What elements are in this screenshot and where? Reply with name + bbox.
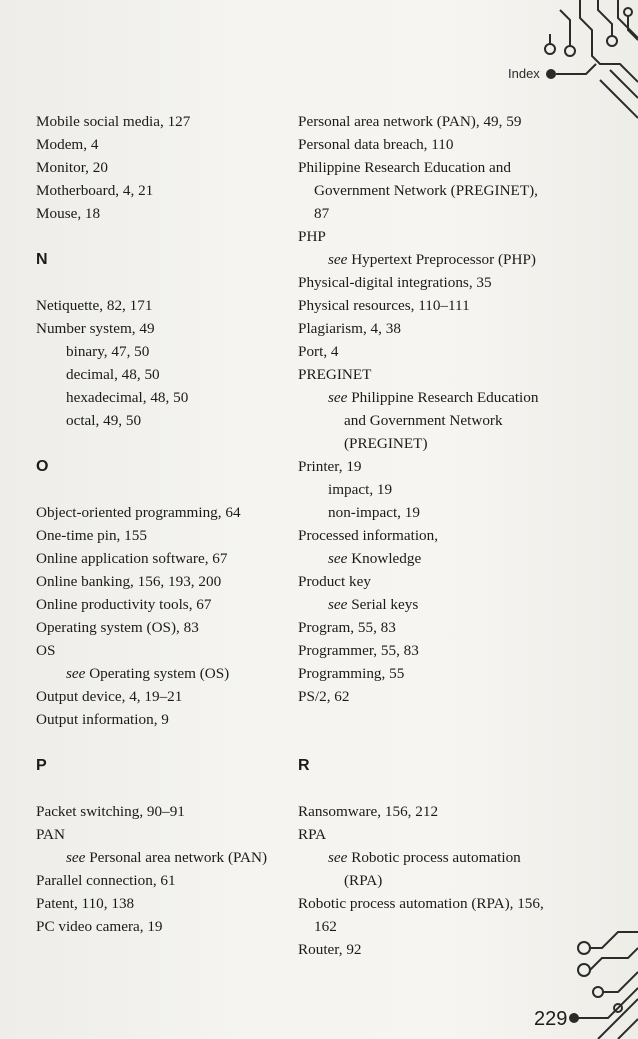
index-entry: One-time pin, 155 (36, 527, 147, 544)
cross-reference (298, 846, 548, 892)
see-label: see (328, 550, 348, 567)
spacer (298, 777, 548, 800)
index-entry: Physical-digital integrations, 35 (298, 274, 492, 291)
index-entry: Monitor, 20 (36, 159, 108, 176)
index-entry: PS/2, 62 (298, 688, 350, 705)
index-entry: Processed information, (298, 527, 439, 544)
spacer (298, 731, 548, 754)
index-entry: PAN (36, 826, 65, 843)
see-label: see (328, 596, 348, 613)
page-number: 229 (534, 1008, 568, 1030)
cross-reference-target: Philippine Research Education and Government Network (PREGINET) (344, 389, 539, 452)
index-entry: Operating system (OS), 83 (36, 619, 199, 636)
index-subentry: decimal, 48, 50 (66, 366, 160, 383)
spacer (298, 708, 548, 731)
section-letter: O (36, 458, 49, 475)
index-entry: Product key (298, 573, 371, 590)
cross-reference-target: Robotic process automation (RPA) (344, 849, 521, 889)
index-entry: Programmer, 55, 83 (298, 642, 419, 659)
index-entry: Patent, 110, 138 (36, 895, 135, 912)
index-entry: Ransomware, 156, 212 (298, 803, 439, 820)
see-label: see (66, 849, 86, 866)
index-subentry: binary, 47, 50 (66, 343, 150, 360)
spacer (36, 777, 286, 800)
index-entry: Printer, 19 (298, 458, 362, 475)
index-entry: Packet switching, 90–91 (36, 803, 185, 820)
index-subentry: non-impact, 19 (328, 504, 420, 521)
index-entry: Output information, 9 (36, 711, 169, 728)
cross-reference (298, 547, 548, 570)
index-entry: Object-oriented programming, 64 (36, 504, 241, 521)
index-entry: Physical resources, 110–111 (298, 297, 470, 314)
index-subentry: octal, 49, 50 (66, 412, 142, 429)
index-entry: Personal area network (PAN), 49, 59 (298, 113, 522, 130)
cross-reference-target: Operating system (OS) (89, 665, 230, 682)
index-subentry: impact, 19 (328, 481, 393, 498)
index-entry: PC video camera, 19 (36, 918, 163, 935)
index-entry: Plagiarism, 4, 38 (298, 320, 401, 337)
section-letter: R (298, 757, 310, 774)
index-entry: Port, 4 (298, 343, 339, 360)
cross-reference (298, 593, 548, 616)
index-entry: Output device, 4, 19–21 (36, 688, 183, 705)
index-entry: Parallel connection, 61 (36, 872, 176, 889)
spacer (36, 432, 286, 455)
circuit-decoration-icon (540, 0, 638, 130)
index-entry: Router, 92 (298, 941, 362, 958)
index-entry: RPA (298, 826, 327, 843)
cross-reference (36, 662, 286, 685)
index-entry: Number system, 49 (36, 320, 155, 337)
index-entry: OS (36, 642, 56, 659)
spacer (36, 731, 286, 754)
see-label: see (328, 251, 348, 268)
index-entry: Programming, 55 (298, 665, 405, 682)
index-entry: Online application software, 67 (36, 550, 228, 567)
index-entry: Mobile social media, 127 (36, 113, 191, 130)
cross-reference (36, 846, 286, 869)
running-header: Index (508, 66, 540, 81)
index-entry: Program, 55, 83 (298, 619, 396, 636)
see-label: see (66, 665, 86, 682)
cross-reference-target: Knowledge (351, 550, 422, 567)
circuit-decoration-bottom-icon (568, 918, 638, 1039)
section-letter: N (36, 251, 48, 268)
index-entry: PREGINET (298, 366, 372, 383)
index-entry: Netiquette, 82, 171 (36, 297, 153, 314)
index-entry: Personal data breach, 110 (298, 136, 454, 153)
index-entry: Philippine Research Education and Government Network (PREGINET), 87 (298, 159, 538, 222)
index-column-right (298, 110, 548, 961)
index-entry: Motherboard, 4, 21 (36, 182, 154, 199)
spacer (36, 271, 286, 294)
index-subentry: hexadecimal, 48, 50 (66, 389, 189, 406)
cross-reference (298, 248, 548, 271)
cross-reference-target: Personal area network (PAN) (89, 849, 268, 866)
cross-reference (298, 386, 548, 455)
index-entry: Mouse, 18 (36, 205, 101, 222)
index-entry: Modem, 4 (36, 136, 99, 153)
index-entry: Online banking, 156, 193, 200 (36, 573, 222, 590)
index-entry: Online productivity tools, 67 (36, 596, 212, 613)
cross-reference-target: Serial keys (351, 596, 419, 613)
cross-reference-target: Hypertext Preprocessor (PHP) (351, 251, 536, 268)
index-entry: PHP (298, 228, 326, 245)
see-label: see (328, 849, 348, 866)
section-letter: P (36, 757, 47, 774)
see-label: see (328, 389, 348, 406)
spacer (36, 225, 286, 248)
index-entry: Robotic process automation (RPA), 156, 162 (298, 895, 544, 935)
index-column-left (36, 110, 286, 938)
spacer (36, 478, 286, 501)
